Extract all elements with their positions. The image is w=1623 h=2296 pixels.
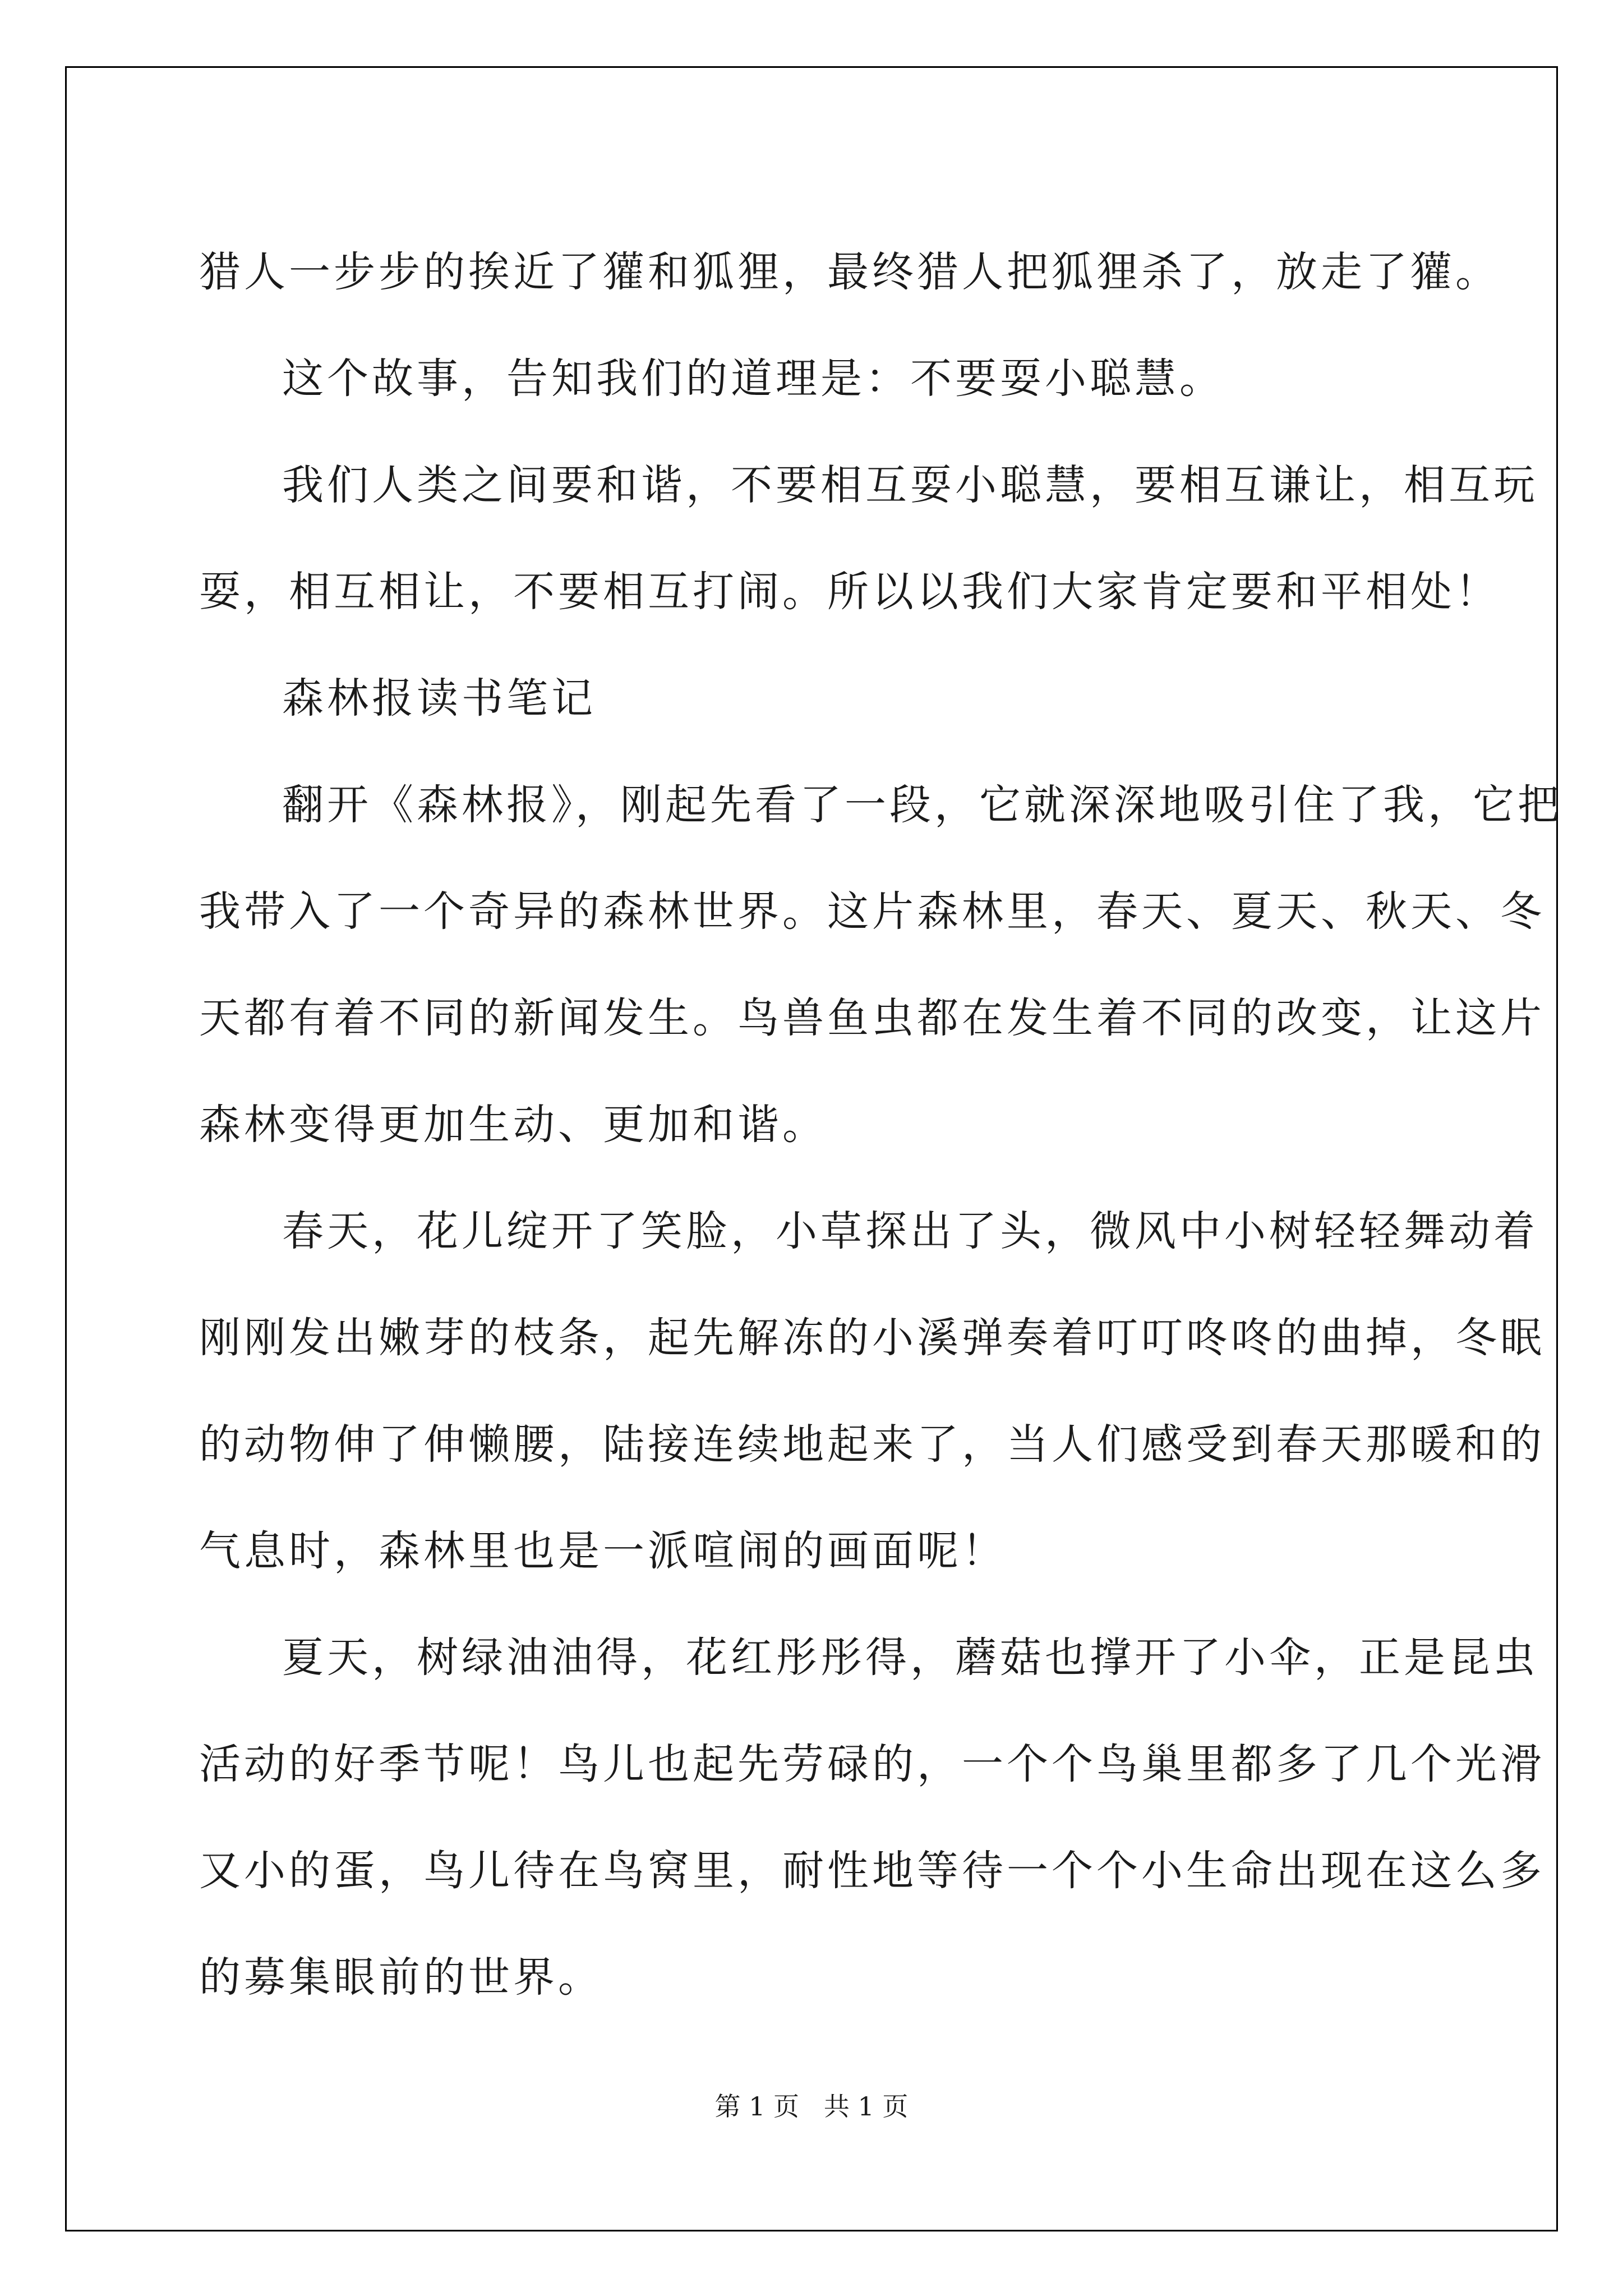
text-line-14: 夏天，树绿油油得，花红彤彤得，蘑菇也撑开了小伞，正是昆虫 (282, 1634, 1538, 1682)
text-line-1: 猎人一步步的挨近了獾和狐狸，最终猎人把狐狸杀了，放走了獾。 (199, 248, 1500, 296)
text-line-8: 天都有着不同的新闻发生。鸟兽鱼虫都在发生着不同的改变，让这片 (199, 994, 1545, 1042)
text-line-9: 森林变得更加生动、更加和谐。 (199, 1101, 827, 1149)
text-line-15: 活动的好季节呢！鸟儿也起先劳碌的，一个个鸟巢里都多了几个光滑 (199, 1740, 1545, 1788)
text-line-3: 我们人类之间要和谐，不要相互耍小聪慧，要相互谦让，相互玩 (282, 461, 1538, 509)
text-line-16: 又小的蛋，鸟儿待在鸟窝里，耐性地等待一个个小生命出现在这么多 (199, 1847, 1545, 1895)
text-line-13: 气息时，森林里也是一派喧闹的画面呢！ (199, 1527, 1007, 1575)
text-line-7: 我带入了一个奇异的森林世界。这片森林里，春天、夏天、秋天、冬 (199, 887, 1545, 936)
text-line-10: 春天，花儿绽开了笑脸，小草探出了头，微风中小树轻轻舞动着 (282, 1207, 1538, 1255)
document-body (199, 219, 1562, 2031)
text-line-2: 这个故事，告知我们的道理是：不要耍小聪慧。 (282, 355, 1224, 403)
text-line-12: 的动物伸了伸懒腰，陆接连续地起来了，当人们感受到春天那暖和的 (199, 1420, 1545, 1469)
text-line-6: 翻开《森林报》，刚起先看了一段，它就深深地吸引住了我，它把 (282, 781, 1562, 829)
text-line-4: 耍，相互相让，不要相互打闹。所以以我们大家肯定要和平相处！ (199, 568, 1500, 616)
text-line-11: 刚刚发出嫩芽的枝条，起先解冻的小溪弹奏着叮叮咚咚的曲掉，冬眠 (199, 1314, 1545, 1362)
text-line-17: 的募集眼前的世界。 (199, 1953, 603, 2001)
section-heading: 森林报读书笔记 (282, 674, 596, 723)
page-number-footer: 第 1 页 共 1 页 (714, 2091, 909, 2122)
